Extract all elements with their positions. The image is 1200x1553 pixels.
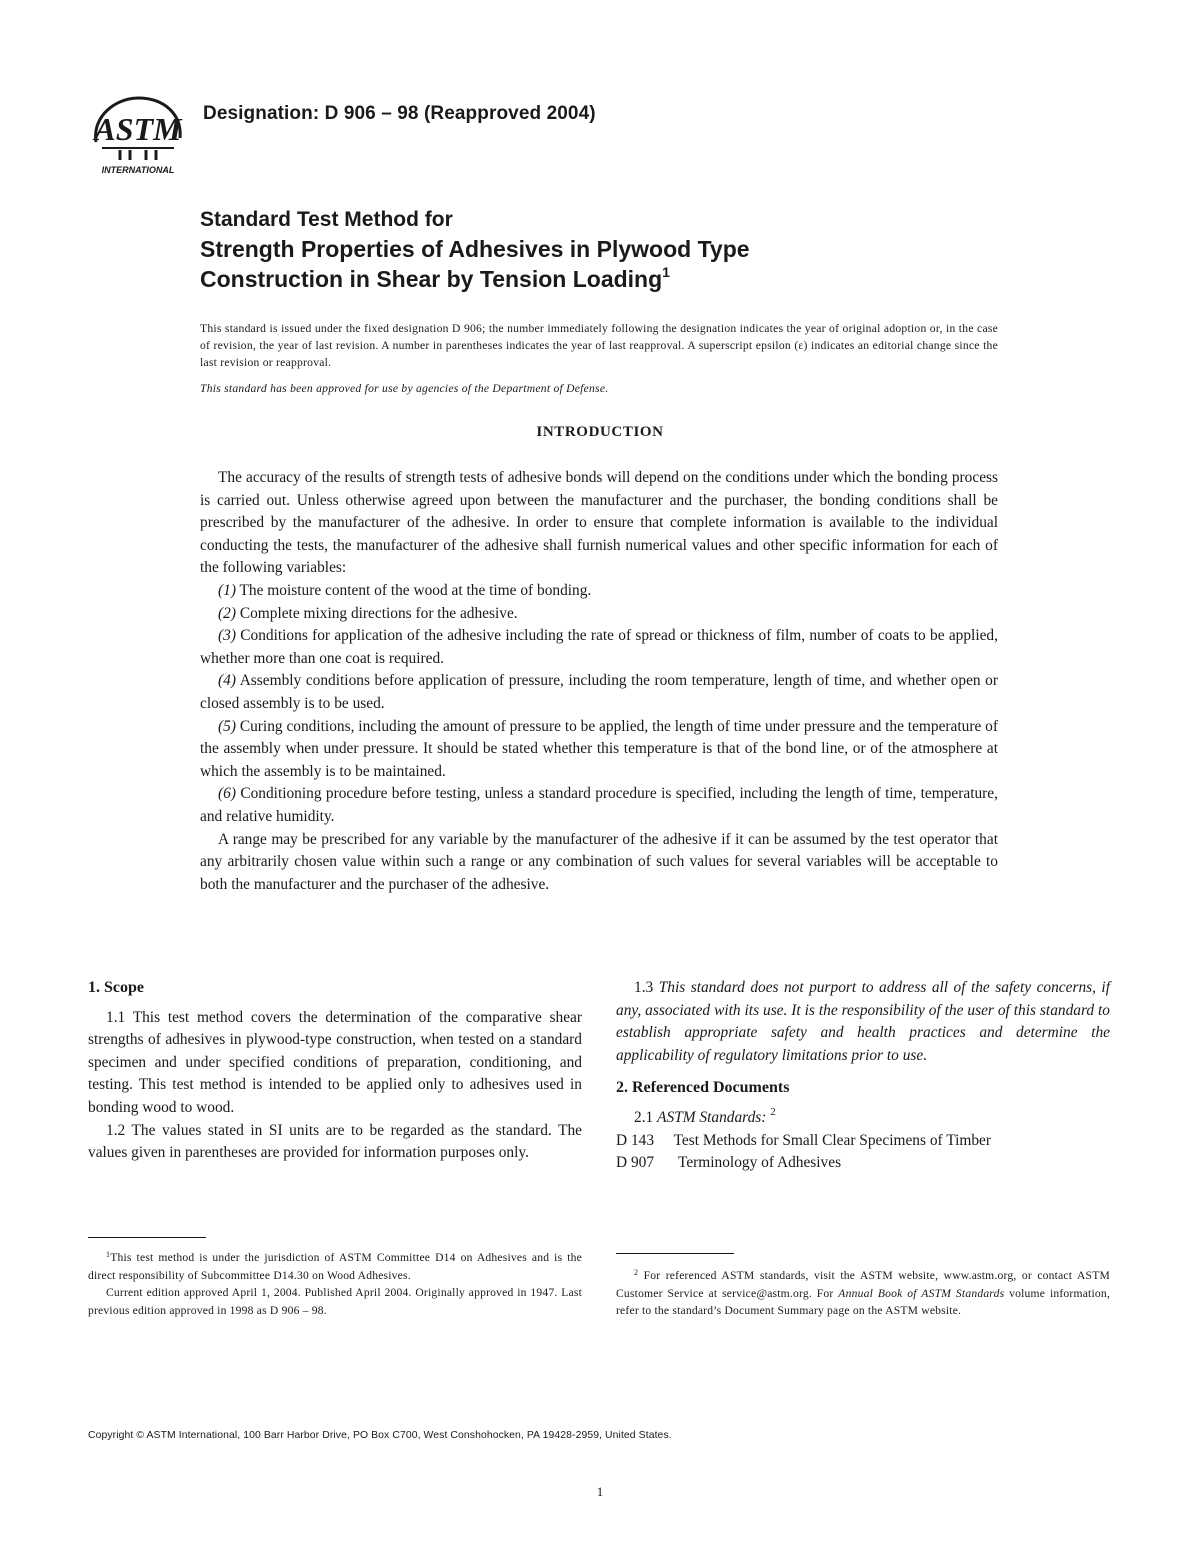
section-heading-scope: 1. Scope bbox=[88, 979, 144, 996]
paragraph-1-2: 1.2 The values stated in SI units are to be regarded as the standard. The values given in parentheses are provided for information purposes only. bbox=[88, 1121, 582, 1162]
footnote-divider-left bbox=[88, 1237, 206, 1238]
variable-text: Complete mixing directions for the adhesive. bbox=[239, 604, 518, 622]
footnote-divider-right bbox=[616, 1253, 734, 1254]
paragraph-1-3-number: 1.3 bbox=[634, 979, 654, 996]
footnote-2 bbox=[616, 1267, 1110, 1320]
introduction-heading: INTRODUCTION bbox=[536, 424, 664, 440]
variable-item bbox=[200, 670, 998, 715]
variable-text: Assembly conditions before application of pressure, including the room temperature, length of time, and whether open or closed assembly is to be used. bbox=[200, 672, 998, 712]
subsection-2-1 bbox=[616, 1107, 1110, 1130]
astm-logo bbox=[86, 88, 190, 176]
variable-item bbox=[200, 580, 998, 603]
paragraph-1-1: 1.1 This test method covers the determination of the comparative shear strengths of adhesives in plywood-type construction, when tested on a standard specimen and under specified conditions of preparation, conditioning, and testing. This test method is intended to be applied only to adhesives used in bonding wood to wood. bbox=[88, 1008, 582, 1116]
subsection-2-1-footnote-ref: 2 bbox=[770, 1105, 776, 1118]
introduction-closing: A range may be prescribed for any variable by the manufacturer of the adhesive if it can be assumed by the test operator that any arbitrarily chosen value within such a range or any combination of such values for several variables will be acceptable to both the manufacturer and the purchaser of the adhesive. bbox=[200, 830, 998, 893]
variable-text: Conditions for application of the adhesive including the rate of spread or thickness of film, number of coats to be applied, whether more than one coat is required. bbox=[200, 627, 998, 667]
title-line-1: Standard Test Method for bbox=[200, 208, 453, 231]
right-column bbox=[616, 977, 1110, 1175]
logo-main-text: ASTM bbox=[94, 111, 182, 147]
reference-title: Test Methods for Small Clear Specimens of Timber bbox=[673, 1131, 991, 1149]
footnote-1-text: This test method is under the jurisdiction of ASTM Committee D14 on Adhesives and is the direct responsibility of Subcommittee D14.30 on Wood Adhesives. bbox=[88, 1251, 582, 1282]
variable-number: (6) bbox=[218, 785, 236, 803]
variable-item bbox=[200, 625, 998, 670]
variable-item bbox=[200, 603, 998, 626]
document-title bbox=[200, 206, 960, 294]
variable-number: (4) bbox=[218, 672, 236, 690]
variable-number: (1) bbox=[218, 581, 236, 599]
astm-logo-graphic bbox=[86, 88, 190, 176]
introduction-paragraph: The accuracy of the results of strength tests of adhesive bonds will depend on the conditions under which the bonding process is carried out. Unless otherwise agreed upon between the manufacturer and the purchaser, the bonding conditions shall be prescribed by the manufacturer of the adhesive. In order to ensure that complete information is available to the individual conducting the tests, the manufacturer of the adhesive shall furnish numerical values and other specific information for each of the following variables: bbox=[200, 469, 998, 577]
variable-item bbox=[200, 716, 998, 784]
footnote-2-paragraph bbox=[616, 1267, 1110, 1320]
variable-number: (3) bbox=[218, 627, 236, 645]
variable-number: (5) bbox=[218, 717, 236, 735]
variable-text: Conditioning procedure before testing, unless a standard procedure is specified, including the length of time, temperature, and relative humidity. bbox=[200, 785, 998, 825]
reference-item bbox=[616, 1152, 1110, 1175]
subsection-2-1-number: 2.1 bbox=[634, 1108, 654, 1126]
title-line-2: Strength Properties of Adhesives in Plywood Type bbox=[200, 236, 750, 262]
left-column bbox=[88, 977, 582, 1165]
title-line-3-wrap bbox=[200, 264, 960, 294]
variable-text: Curing conditions, including the amount of pressure to be applied, the length of time under pressure and the temperature of the assembly when under pressure. It should be stated whether this temperature is that of the bond line, or of the atmosphere at which the assembly is to be maintained. bbox=[200, 717, 998, 780]
footnote-1-paragraph-1 bbox=[88, 1249, 582, 1284]
reference-title: Terminology of Adhesives bbox=[678, 1154, 842, 1172]
designation: Designation: D 906 – 98 (Reapproved 2004) bbox=[203, 103, 596, 124]
reference-item bbox=[616, 1130, 1110, 1153]
variable-text: The moisture content of the wood at the time of bonding. bbox=[239, 581, 592, 599]
footnote-2-text-post: volume information, refer to the standard’s Document Summary page on the ASTM website. bbox=[616, 1286, 1110, 1317]
title-line-3: Construction in Shear by Tension Loading bbox=[200, 266, 663, 292]
copyright-notice: Copyright © ASTM International, 100 Barr Harbor Drive, PO Box C700, West Conshohocken, PA 19428-2959, United States. bbox=[88, 1430, 672, 1441]
dod-note: This standard has been approved for use by agencies of the Department of Defense. bbox=[200, 382, 609, 395]
section-heading-referenced-documents: 2. Referenced Documents bbox=[616, 1079, 790, 1097]
title-footnote-ref: 1 bbox=[662, 264, 670, 280]
reference-code: D 143 bbox=[616, 1131, 655, 1149]
introduction-body bbox=[200, 467, 998, 896]
paragraph-1-3 bbox=[616, 977, 1110, 1067]
footnote-2-text-italic: Annual Book of ASTM Standards bbox=[838, 1286, 1005, 1300]
page-number: 1 bbox=[596, 1484, 604, 1499]
issue-note: This standard is issued under the fixed designation D 906; the number immediately following the designation indicates the year of original adoption or, in the case of revision, the year of last revision. A number in parentheses indicates the year of last reapproval. A superscript epsilon (ε) indicates an editorial change since the last revision or reapproval. bbox=[200, 322, 998, 369]
footnote-1 bbox=[88, 1249, 582, 1319]
footnote-2-text-pre: For referenced ASTM standards, visit the ASTM website, www.astm.org, or contact ASTM Customer Service at service@astm.org. For bbox=[616, 1269, 1110, 1300]
reference-code: D 907 bbox=[616, 1154, 655, 1172]
paragraph-1-3-text: This standard does not purport to address all of the safety concerns, if any, associated with its use. It is the responsibility of the user of this standard to establish appropriate safety and health practices and determine the applicability of regulatory limitations prior to use. bbox=[616, 979, 1110, 1064]
variable-item bbox=[200, 783, 998, 828]
footnote-2-mark: 2 bbox=[634, 1268, 639, 1277]
footnote-1-paragraph-2: Current edition approved April 1, 2004. Published April 2004. Originally approved in 1947. Last previous edition approved in 1998 as D 906 – 98. bbox=[88, 1286, 582, 1317]
footnote-1-mark: 1 bbox=[106, 1250, 111, 1259]
subsection-2-1-label: ASTM Standards: bbox=[657, 1108, 767, 1126]
variable-number: (2) bbox=[218, 604, 236, 622]
logo-sub-text: INTERNATIONAL bbox=[101, 165, 175, 175]
